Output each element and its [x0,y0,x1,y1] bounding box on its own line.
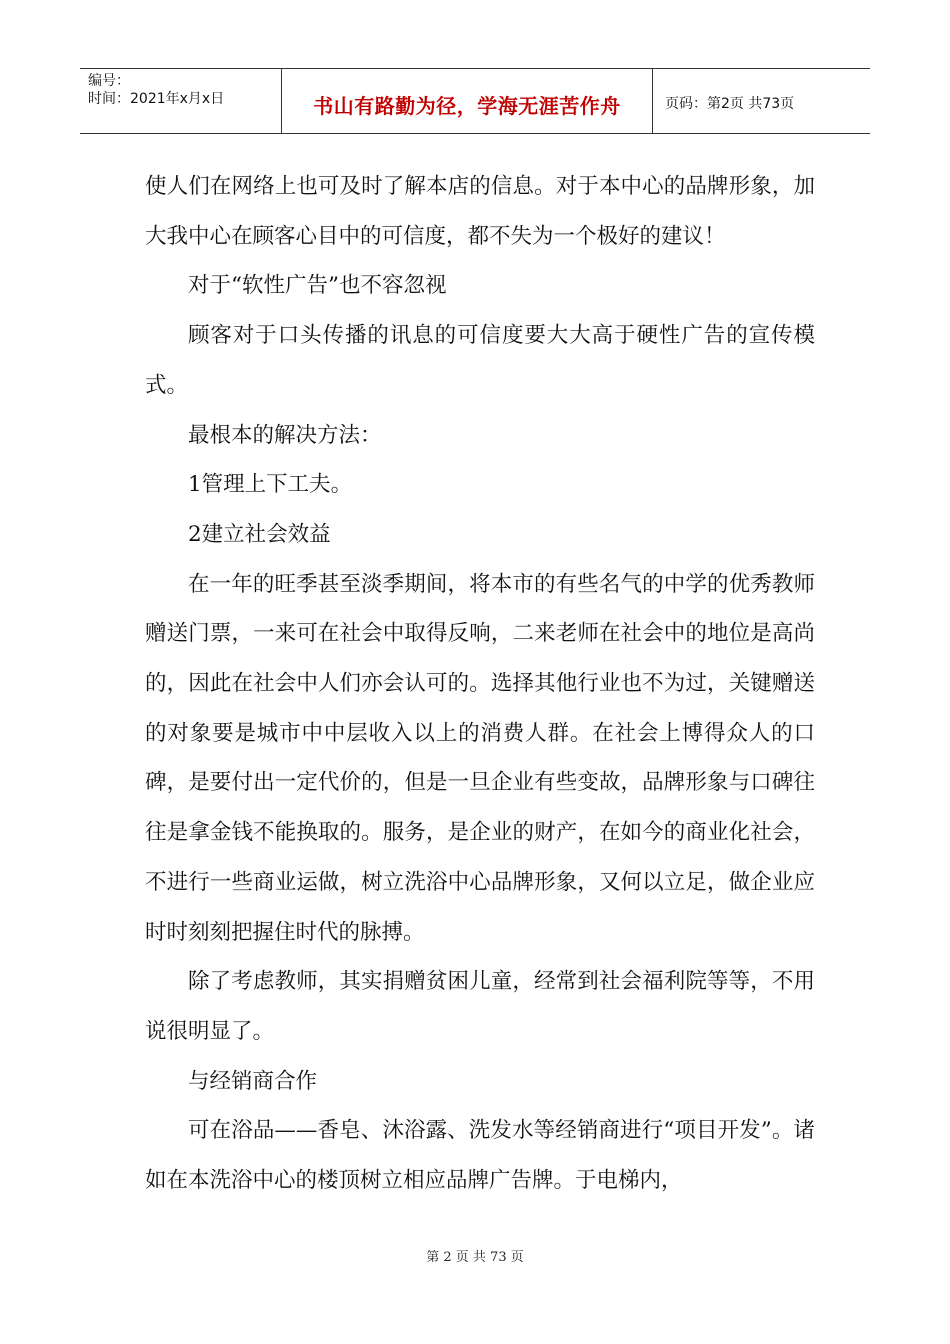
page-header [80,68,870,134]
paragraph-6: 2建立社会效益 [188,521,331,547]
paragraph-10: 可在浴品——香皂、沐浴露、洗发水等经销商进行“项目开发”。诸如在本洗浴中心的楼顶树立相应品牌广告牌。于电梯内， [145,1118,815,1194]
paragraph-8: 除了考虑教师，其实捐赠贫困儿童，经常到社会福利院等等，不用说很明显了。 [145,969,815,1044]
header-motto: 书山有路勤为径，学海无涯苦作舟 [282,69,653,133]
page-footer: 第 2 页 共 73 页 [426,1250,524,1265]
paragraph-3: 顾客对于口头传播的讯息的可信度要大大高于硬性广告的宣传模式。 [145,323,815,398]
document-body [145,162,815,1206]
paragraph-9: 与经销商合作 [188,1068,318,1094]
header-meta-cell [80,69,282,133]
paragraph-5: 1管理上下工夫。 [188,472,353,498]
header-page-info: 页码：第2页 共73页 [665,96,795,112]
header-time-label: 时间：2021年x月x日 [88,91,225,107]
paragraph-4: 最根本的解决方法： [188,422,382,448]
paragraph-1: 使人们在网络上也可及时了解本店的信息。对于本中心的品牌形象，加大我中心在顾客心目中的可信度，都不失为一个极好的建议！ [145,174,815,249]
paragraph-7: 在一年的旺季甚至淡季期间，将本市的有些名气的中学的优秀教师赠送门票，一来可在社会中取得反响，二来老师在社会中的地位是高尚的，因此在社会中人们亦会认可的。选择其他行业也不为过，关键赠送的对象要是城市中中层收入以上的消费人群。在社会上博得众人的口碑，是要付出一定代价的，但是一旦企业有些变故，品牌形象与口碑往往是拿金钱不能换取的。服务，是企业的财产，在如今的商业化社会，不进行一些商业运做，树立洗浴中心品牌形象，又何以立足，做企业应时时刻刻把握住时代的脉搏。 [145,571,815,945]
paragraph-2: 对于“软性广告”也不容忽视 [188,273,447,299]
header-number-label: 编号： [88,73,130,89]
